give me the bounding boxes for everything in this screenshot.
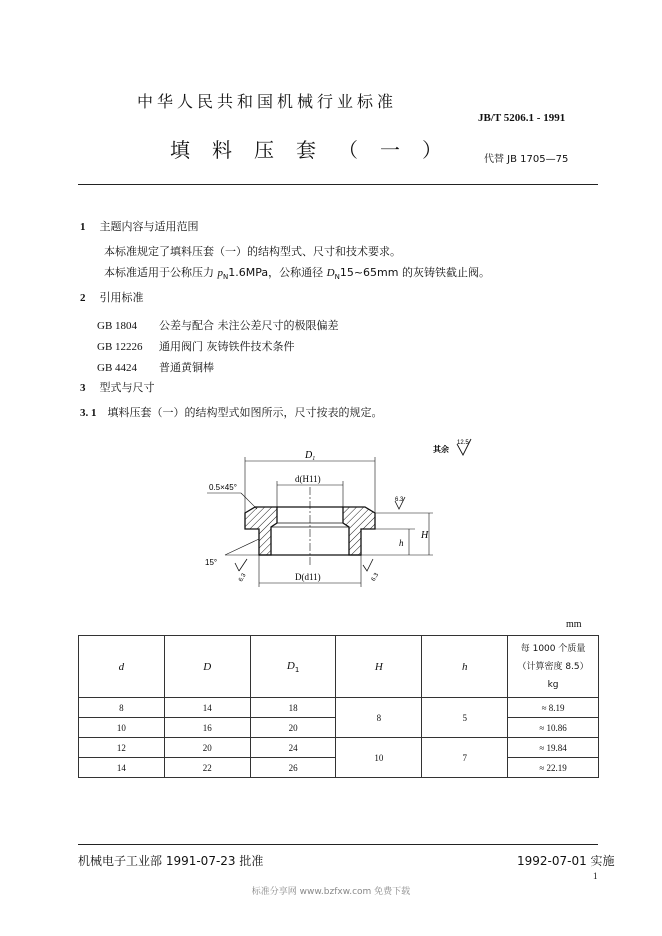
roughness-a-label: 6.3 (238, 572, 248, 583)
gland-drawing (195, 435, 495, 595)
col-header-D1: $D_1$ (250, 636, 336, 698)
organization-title: 中华人民共和国机械行业标准 (137, 92, 398, 111)
table-header-row (79, 636, 599, 698)
roughness-icon (363, 559, 373, 571)
roughness-c-label: 6.3 (395, 497, 404, 503)
col-header-D: D (164, 636, 250, 698)
reference-item: GB 4424 普通黄铜棒 (97, 361, 214, 374)
section-2-heading: 2 引用标准 (80, 291, 144, 304)
section-1-heading: 1 主题内容与适用范围 (80, 220, 199, 233)
document-title: 填料压套（一） (170, 138, 464, 162)
rest-roughness-label: 12.5 (457, 440, 469, 446)
table-row: 8 14 18 8 5 ≈ 8.19 (79, 698, 599, 718)
table-unit: mm (566, 619, 582, 630)
dim-D1-label: $D_1$ (305, 450, 316, 462)
standard-number: JB/T 5206.1 - 1991 (478, 112, 566, 124)
reference-item: GB 12226 通用阀门 灰铸铁件技术条件 (97, 340, 295, 353)
site-watermark: 标准分享网 www.bzfxw.com 免费下载 (251, 887, 411, 897)
replaces-note: 代替 JB 1705—75 (484, 154, 569, 165)
roughness-icon (235, 559, 247, 571)
dim-H-label: H (421, 530, 429, 541)
chamfer-label: 0.5×45° (209, 483, 237, 492)
roughness-b-label: 6.3 (370, 572, 381, 583)
section-1-para-2: 本标准适用于公称压力 $p_N1.6MPa$，公称通径 $D_N15\sim 65mm$ 的灰铸铁截止阀。 (104, 266, 490, 282)
table-row: 10 16 20 ≈ 10.86 (79, 718, 599, 738)
page-number: 1 (593, 871, 598, 881)
section-3-heading: 3 型式与尺寸 (80, 381, 155, 394)
implementation-date: 1992-07-01 实施 (517, 854, 615, 868)
reference-list (97, 314, 339, 377)
col-header-d: d (79, 636, 165, 698)
section-1-para-1: 本标准规定了填料压套（一）的结构型式、尺寸和技术要求。 (104, 245, 401, 258)
section-left-hatch (245, 507, 277, 555)
col-header-h: h (422, 636, 508, 698)
header-divider (78, 184, 598, 185)
reference-item: GB 1804 公差与配合 未注公差尺寸的极限偏差 (97, 319, 339, 332)
section-right-hatch (343, 507, 375, 555)
footer-divider (78, 844, 598, 845)
angle-label: 15° (205, 558, 218, 567)
table-row: 12 20 24 10 7 ≈ 19.84 (79, 738, 599, 758)
rest-label: 其余 (433, 445, 449, 454)
dim-d-label: d(H11) (295, 474, 321, 484)
dim-h-label: h (399, 538, 404, 548)
dimension-table (78, 635, 599, 778)
col-header-mass: 每 1000 个质量 （计算密度 8.5） kg (508, 636, 599, 698)
section-3-1-text: 3. 1 填料压套（一）的结构型式如图所示，尺寸按表的规定。 (80, 406, 383, 419)
col-header-H: H (336, 636, 422, 698)
dim-D-label: D(d11) (295, 572, 321, 582)
issuer-line: 机械电子工业部 1991-07-23 批准 (78, 854, 264, 868)
table-row: 14 22 26 ≈ 22.19 (79, 758, 599, 778)
